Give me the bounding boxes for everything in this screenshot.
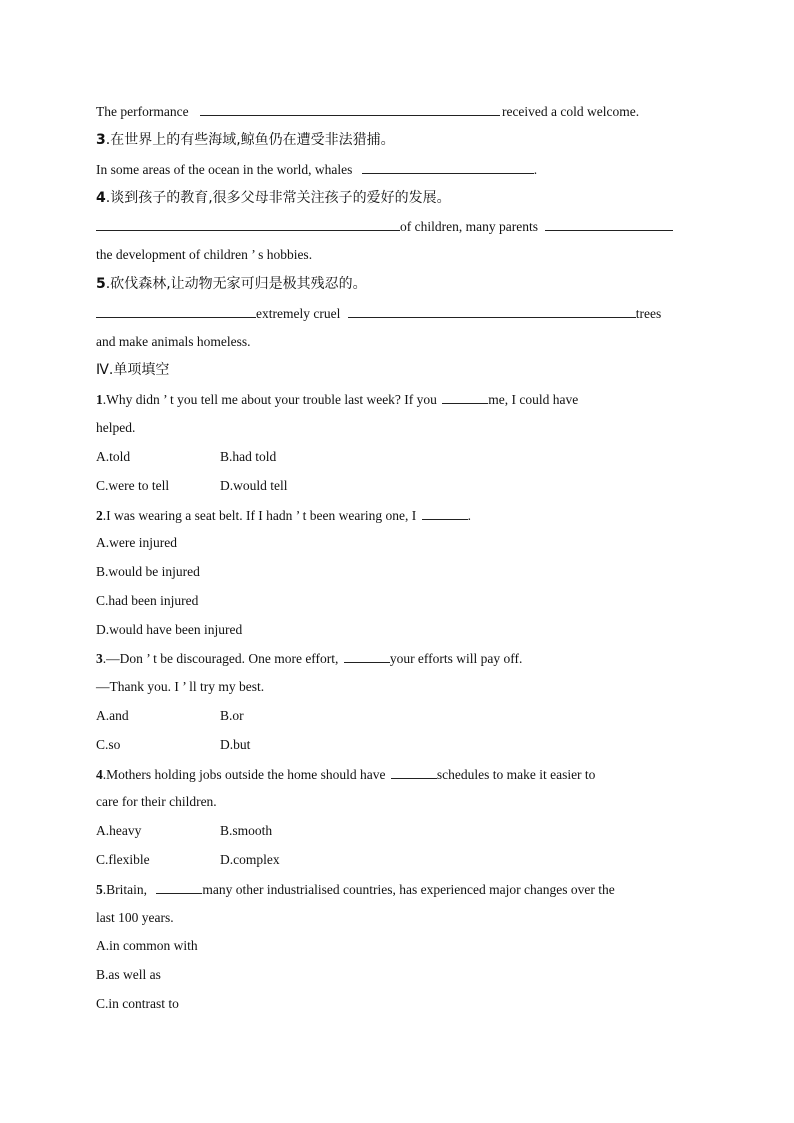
translation-item-4-prompt [96,188,451,208]
option-a[interactable]: A.heavy [96,823,142,838]
translation-item-3-line [96,159,537,180]
sentence-text: The performance [96,104,189,119]
question-3-dialog [96,677,264,697]
question-4-stem [96,764,595,785]
sentence-text: the development of children ’ s hobbies. [96,247,313,262]
question-number: 5 [96,882,103,897]
option-b[interactable]: B.smooth [220,823,273,838]
question-1-stem-cont [96,418,135,438]
sentence-text: In some areas of the ocean in the world, whales [96,162,353,177]
question-1-stem [96,389,578,410]
question-5-stem [96,879,615,900]
sentence-text: trees [635,306,662,321]
question-text: schedules to make it easier to [436,767,596,782]
option-d[interactable]: D.would tell [220,478,288,493]
answer-blank[interactable] [422,505,468,520]
sentence-text: received a cold welcome. [501,104,640,119]
answer-blank[interactable] [391,764,437,779]
question-text: me, I could have [488,392,579,407]
section-heading: Ⅳ.单项填空 [96,362,170,378]
item-number: 4 [96,190,106,206]
option-a[interactable]: A.told [96,449,131,464]
translation-item-4-line-1 [96,216,673,237]
question-text: —Thank you. I ’ ll try my best. [96,679,265,694]
sentence-text: of children, many parents [400,219,538,234]
translation-item-5-prompt [96,274,367,294]
question-text: many other industrialised countries, has experienced major changes over the [202,882,615,897]
question-text: .Why didn ’ t you tell me about your trouble last week? If you [102,392,437,407]
answer-blank[interactable] [96,216,400,231]
answer-blank[interactable] [348,303,636,318]
option-d[interactable]: D.but [220,737,251,752]
answer-blank[interactable] [156,879,202,894]
option-b[interactable]: B.as well as [96,967,161,982]
translation-item-5-line-1 [96,303,661,324]
question-text: your efforts will pay off. [389,651,523,666]
option-c[interactable]: C.were to tell [96,478,170,493]
option-c[interactable]: C.had been injured [96,593,199,608]
translation-item-4-line-2 [96,245,312,265]
section-title [96,360,169,380]
question-4-stem-cont [96,792,217,812]
chinese-sentence: .谈到孩子的教育,很多父母非常关注孩子的爱好的发展。 [105,190,451,206]
translation-item-3-prompt [96,130,395,150]
question-5-stem-cont [96,908,174,928]
question-number: 4 [96,767,103,782]
question-number: 1 [96,392,103,407]
chinese-sentence: .砍伐森林,让动物无家可归是极其残忍的。 [105,276,367,292]
question-text: .—Don ’ t be discouraged. One more effort, [102,651,339,666]
question-number: 2 [96,508,103,523]
answer-blank[interactable] [96,303,256,318]
question-2-stem [96,505,471,526]
question-text: .Britain, [102,882,147,897]
option-b[interactable]: B.would be injured [96,564,200,579]
item-number: 3 [96,132,106,148]
option-c[interactable]: C.flexible [96,852,150,867]
question-text: . [467,508,471,523]
answer-blank[interactable] [344,648,390,663]
answer-blank[interactable] [362,159,534,174]
option-d[interactable]: D.would have been injured [96,622,243,637]
option-b[interactable]: B.or [220,708,244,723]
question-text: .Mothers holding jobs outside the home should have [102,767,386,782]
answer-blank[interactable] [200,101,500,116]
translation-item-5-line-2 [96,332,250,352]
question-text: last 100 years. [96,910,174,925]
option-b[interactable]: B.had told [220,449,277,464]
item-number: 5 [96,276,106,292]
chinese-sentence: .在世界上的有些海域,鲸鱼仍在遭受非法猎捕。 [105,132,395,148]
sentence-text: . [533,162,538,177]
sentence-text: extremely cruel [256,306,341,321]
option-c[interactable]: C.in contrast to [96,996,179,1011]
option-a[interactable]: A.in common with [96,938,198,953]
option-d[interactable]: D.complex [220,852,280,867]
question-text: helped. [96,420,136,435]
question-number: 3 [96,651,103,666]
answer-blank[interactable] [442,389,488,404]
question-3-stem [96,648,522,669]
sentence-text: and make animals homeless. [96,334,251,349]
option-a[interactable]: A.and [96,708,129,723]
option-c[interactable]: C.so [96,737,121,752]
translation-item-2-line [96,101,639,122]
answer-blank[interactable] [545,216,673,231]
option-a[interactable]: A.were injured [96,535,177,550]
question-text: .I was wearing a seat belt. If I hadn ’ t been wearing one, I [102,508,417,523]
question-text: care for their children. [96,794,217,809]
